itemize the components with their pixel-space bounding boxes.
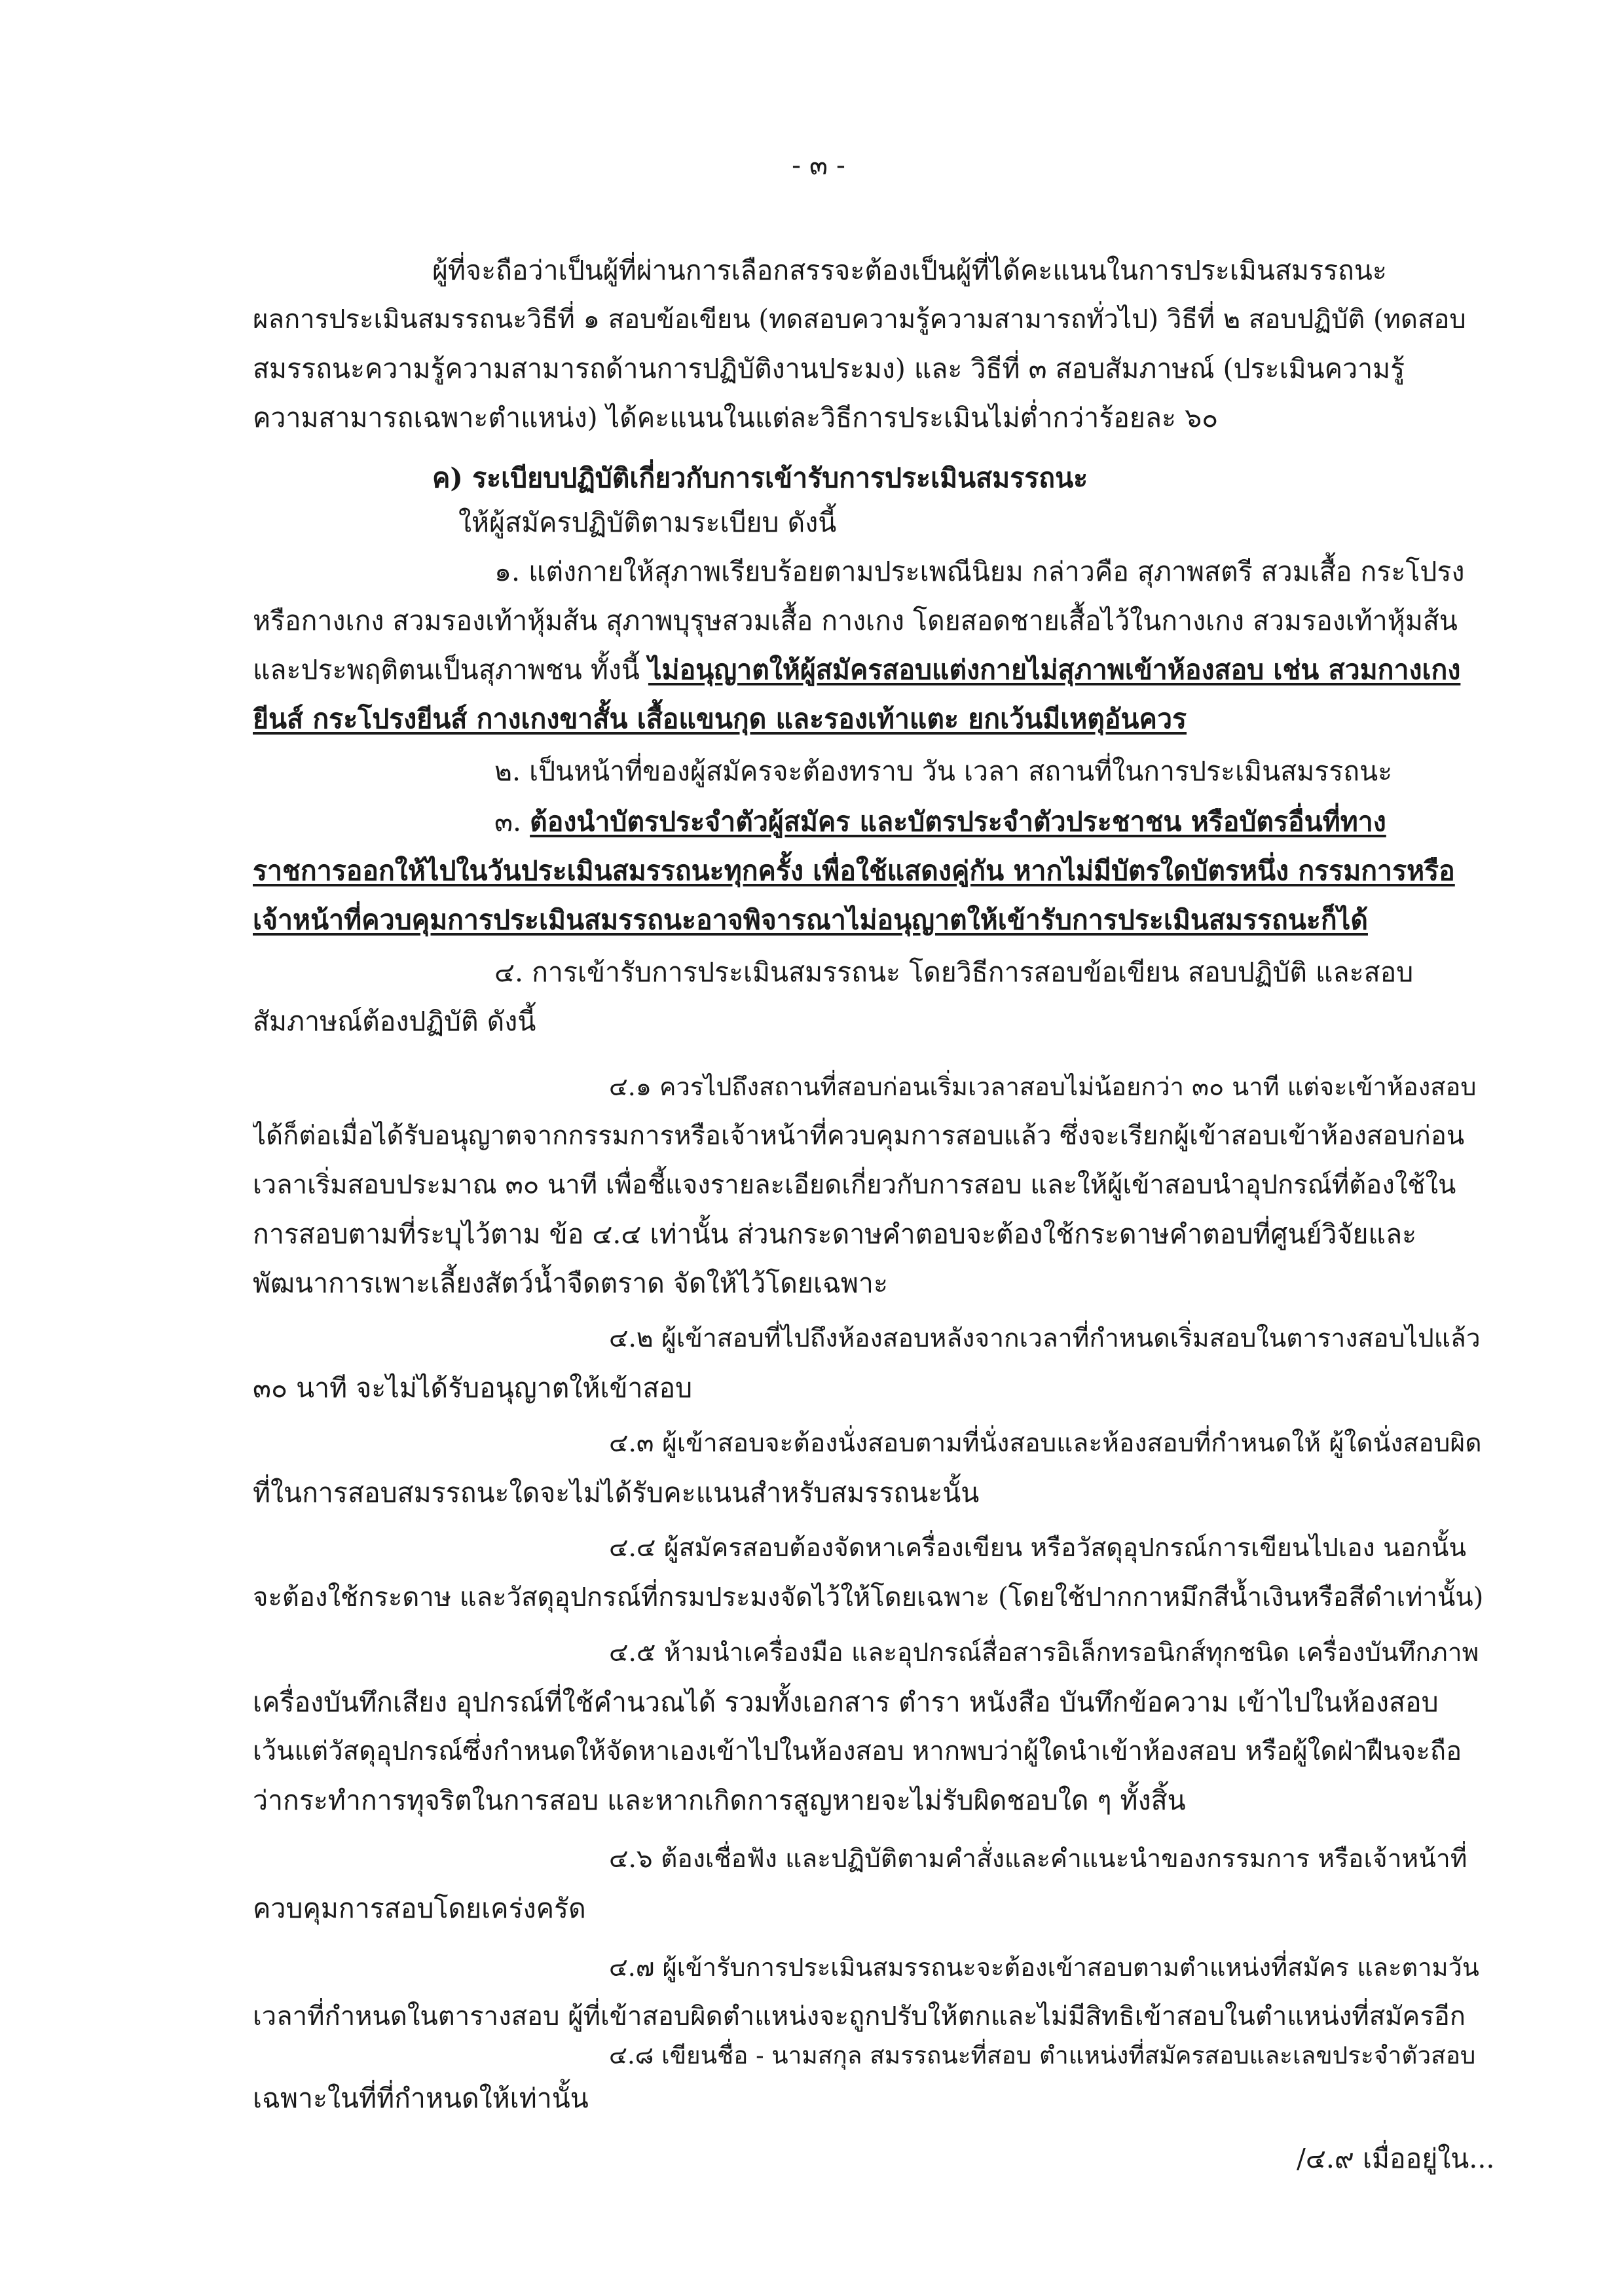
sub-item-4-4: จะต้องใช้กระดาษ และวัสดุอุปกรณ์ที่กรมประมงจัดไว้ให้โดยเฉพาะ (โดยใช้ปากกาหมึกสีน้ำเงินหรือสีดำเท่านั้น) <box>253 1582 1484 1613</box>
sub-item-4-1: ได้ก็ต่อเมื่อได้รับอนุญาตจากกรรมการหรือเจ้าหน้าที่ควบคุมการสอบแล้ว ซึ่งจะเรียกผู้เข้าสอบเข้าห้องสอบก่อน <box>253 1121 1465 1151</box>
item-1-emphasis: ยีนส์ กระโปรงยีนส์ กางเกงขาสั้น เสื้อแขนกุด และรองเท้าแตะ ยกเว้นมีเหตุอันควร <box>253 703 1187 735</box>
item-1-line: หรือกางเกง สวมรองเท้าหุ้มส้น สุภาพบุรุษสวมเสื้อ กางเกง โดยสอดชายเสื้อไว้ในกางเกง สวมรองเท้าหุ้มส้น <box>253 605 1458 636</box>
item-4-line: สัมภาษณ์ต้องปฏิบัติ ดังนี้ <box>253 1006 536 1037</box>
intro-line: ความสามารถเฉพาะตำแหน่ง) ได้คะแนนในแต่ละวิธีการประเมินไม่ต่ำกว่าร้อยละ ๖๐ <box>253 402 1219 433</box>
sub-item-4-5: เว้นแต่วัสดุอุปกรณ์ซึ่งกำหนดให้จัดหาเองเข้าไปในห้องสอบ หากพบว่าผู้ใดนำเข้าห้องสอบ หรือผู้ใดฝ่าฝืนจะถือ <box>253 1736 1462 1766</box>
sub-item-4-1: การสอบตามที่ระบุไว้ตาม ข้อ ๔.๔ เท่านั้น ส่วนกระดาษคำตอบจะต้องใช้กระดาษคำตอบที่ศูนย์วิจัยและ <box>253 1218 1417 1250</box>
item-3-emphasis: ราชการออกให้ไปในวันประเมินสมรรถนะทุกครั้ง เพื่อใช้แสดงคู่กัน หากไม่มีบัตรใดบัตรหนึ่ง กรรมการหรือ <box>253 855 1455 886</box>
sub-item-4-5: ๔.๕ ห้ามนำเครื่องมือ และอุปกรณ์สื่อสารอิเล็กทรอนิกส์ทุกชนิด เครื่องบันทึกภาพ <box>609 1638 1479 1667</box>
sub-item-4-5: เครื่องบันทึกเสียง อุปกรณ์ที่ใช้คำนวณได้ รวมทั้งเอกสาร ตำรา หนังสือ บันทึกข้อความ เข้าไปในห้องสอบ <box>253 1686 1439 1718</box>
footer-continuation: /๔.๙ เมื่ออยู่ใน... <box>1297 2143 1495 2174</box>
item-3-line <box>494 802 1484 841</box>
sub-item-4-4: ๔.๔ ผู้สมัครสอบต้องจัดหาเครื่องเขียน หรือวัสดุอุปกรณ์การเขียนไปเอง นอกนั้น <box>609 1533 1467 1563</box>
item-3-emphasis: ต้องนำบัตรประจำตัวผู้สมัคร และบัตรประจำตัวประชาชน หรือบัตรอื่นที่ทาง <box>530 806 1386 837</box>
sub-item-4-3: ๔.๓ ผู้เข้าสอบจะต้องนั่งสอบตามที่นั่งสอบและห้องสอบที่กำหนดให้ ผู้ใดนั่งสอบผิด <box>609 1429 1482 1458</box>
sub-item-4-8: ๔.๘ เขียนชื่อ - นามสกุล สมรรถนะที่สอบ ตำแหน่งที่สมัครสอบและเลขประจำตัวสอบ <box>609 2041 1476 2069</box>
item-3-emphasis: เจ้าหน้าที่ควบคุมการประเมินสมรรถนะอาจพิจารณาไม่อนุญาตให้เข้ารับการประเมินสมรรถนะก็ได้ <box>253 904 1368 936</box>
item-1-plain-text: และประพฤติตนเป็นสุภาพชน ทั้งนี้ <box>253 654 648 685</box>
sub-item-4-1: ๔.๑ ควรไปถึงสถานที่สอบก่อนเริ่มเวลาสอบไม่น้อยกว่า ๓๐ นาที แต่จะเข้าห้องสอบ <box>609 1072 1477 1101</box>
intro-line: ผู้ที่จะถือว่าเป็นผู้ที่ผ่านการเลือกสรรจะต้องเป็นผู้ที่ได้คะแนนในการประเมินสมรรถนะ <box>432 255 1387 286</box>
sub-item-4-2: ๓๐ นาที จะไม่ได้รับอนุญาตให้เข้าสอบ <box>253 1372 693 1404</box>
sub-item-4-5: ว่ากระทำการทุจริตในการสอบ และหากเกิดการสูญหายจะไม่รับผิดชอบใด ๆ ทั้งสิ้น <box>253 1785 1186 1816</box>
sub-item-4-1: พัฒนาการเพาะเลี้ยงสัตว์น้ำจืดตราด จัดให้ไว้โดยเฉพาะ <box>253 1267 888 1299</box>
section-intro: ให้ผู้สมัครปฏิบัติตามระเบียบ ดังนี้ <box>458 507 837 538</box>
sub-item-4-7: ๔.๗ ผู้เข้ารับการประเมินสมรรถนะจะต้องเข้าสอบตามตำแหน่งที่สมัคร และตามวัน <box>609 1953 1479 1982</box>
sub-item-4-6: ๔.๖ ต้องเชื่อฟัง และปฏิบัติตามคำสั่งและคำแนะนำของกรรมการ หรือเจ้าหน้าที่ <box>609 1844 1467 1874</box>
section-heading: ค) ระเบียบปฏิบัติเกี่ยวกับการเข้ารับการประเมินสมรรถนะ <box>432 462 1088 494</box>
item-1-line <box>253 650 1484 689</box>
item-2: ๒. เป็นหน้าที่ของผู้สมัครจะต้องทราบ วัน เวลา สถานที่ในการประเมินสมรรถนะ <box>494 756 1393 787</box>
sub-item-4-6: ควบคุมการสอบโดยเคร่งครัด <box>253 1893 586 1924</box>
sub-item-4-2: ๔.๒ ผู้เข้าสอบที่ไปถึงห้องสอบหลังจากเวลาที่กำหนดเริ่มสอบในตารางสอบไปแล้ว <box>609 1324 1481 1353</box>
item-3-number: ๓. <box>494 806 530 837</box>
item-4-line: ๔. การเข้ารับการประเมินสมรรถนะ โดยวิธีการสอบข้อเขียน สอบปฏิบัติ และสอบ <box>494 957 1414 988</box>
sub-item-4-8: เฉพาะในที่ที่กำหนดให้เท่านั้น <box>253 2083 589 2114</box>
sub-item-4-7: เวลาที่กำหนดในตารางสอบ ผู้ที่เข้าสอบผิดตำแหน่งจะถูกปรับให้ตกและไม่มีสิทธิเข้าสอบในตำแหน่งที่สมัครอีก <box>253 2001 1466 2032</box>
sub-item-4-3: ที่ในการสอบสมรรถนะใดจะไม่ได้รับคะแนนสำหรับสมรรถนะนั้น <box>253 1477 980 1508</box>
item-1-line: ๑. แต่งกายให้สุภาพเรียบร้อยตามประเพณีนิยม กล่าวคือ สุภาพสตรี สวมเสื้อ กระโปรง <box>494 556 1465 587</box>
intro-line: ผลการประเมินสมรรถนะวิธีที่ ๑ สอบข้อเขียน (ทดสอบความรู้ความสามารถทั่วไป) วิธีที่ ๒ สอบปฏิบัติ (ทดสอบ <box>253 304 1466 335</box>
sub-item-4-1: เวลาเริ่มสอบประมาณ ๓๐ นาที เพื่อชี้แจงรายละเอียดเกี่ยวกับการสอบ และให้ผู้เข้าสอบนำอุปกรณ์ที่ต้องใช้ใน <box>253 1170 1456 1200</box>
intro-line: สมรรถนะความรู้ความสามารถด้านการปฏิบัติงานประมง) และ วิธีที่ ๓ สอบสัมภาษณ์ (ประเมินความรู้ <box>253 353 1405 384</box>
page-number: - ๓ - <box>792 149 845 181</box>
item-1-emphasis: ไม่อนุญาตให้ผู้สมัครสอบแต่งกายไม่สุภาพเข้าห้องสอบ เช่น สวมกางเกง <box>648 654 1461 685</box>
